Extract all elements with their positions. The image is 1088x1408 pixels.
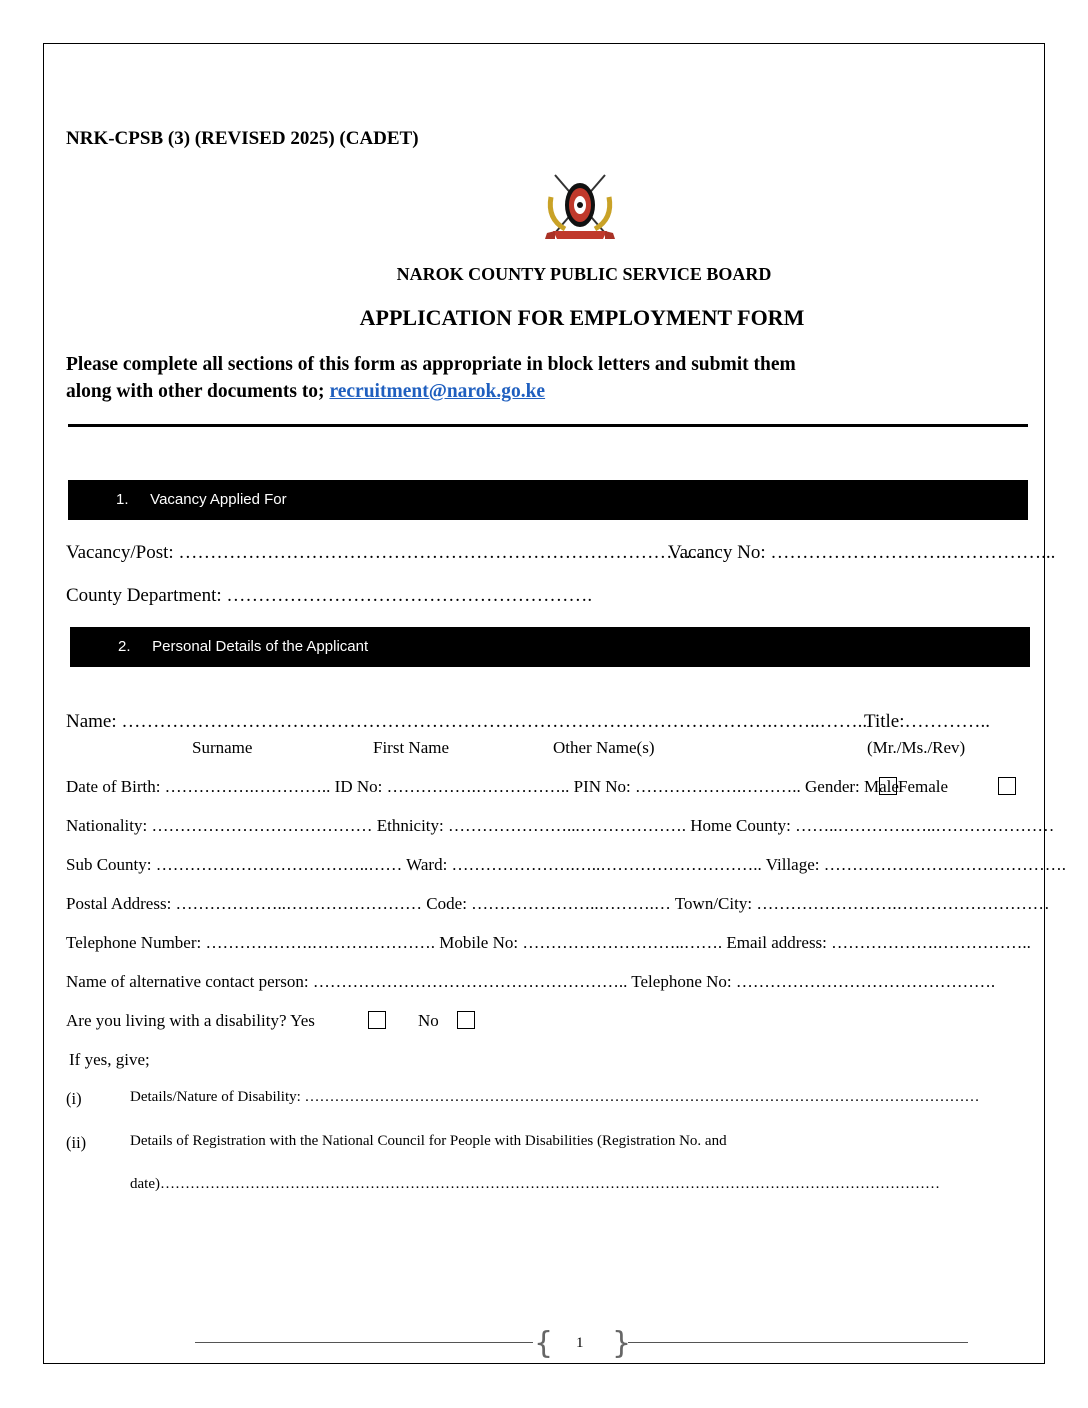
- section-2-title: Personal Details of the Applicant: [152, 638, 369, 655]
- ncpwd-registration-label: Details of Registration with the National Council for People with Disabilities (Registration No. and: [130, 1133, 727, 1149]
- alternative-contact-row[interactable]: Name of alternative contact person: ……………………………………………….. Telephone No: ……………………………………….: [66, 972, 996, 991]
- other-names-label: Other Name(s): [553, 738, 655, 757]
- item-i-number: (i): [66, 1089, 82, 1108]
- header-divider: [68, 424, 1028, 427]
- vacancy-post-field[interactable]: Vacancy/Post: ………………………………………………………………………….: [66, 542, 716, 563]
- section-2-header: [70, 627, 1030, 667]
- female-checkbox[interactable]: [998, 777, 1016, 795]
- title-options-label: (Mr./Ms./Rev): [867, 738, 966, 757]
- instructions-line-2: along with other documents to;: [66, 381, 330, 402]
- vacancy-no-field[interactable]: Vacancy No: ……………………….……………...: [668, 542, 1056, 563]
- first-name-label: First Name: [373, 738, 450, 757]
- county-coat-of-arms-logo: [537, 167, 623, 249]
- male-checkbox[interactable]: [879, 777, 897, 795]
- disability-yes-checkbox[interactable]: [368, 1011, 386, 1029]
- female-label: Female: [898, 777, 949, 796]
- nationality-row[interactable]: Nationality: ………………………………… Ethnicity: …………………...………………. Home County: ……..………….…..…………………: [66, 816, 1055, 835]
- footer-right-bracket: }: [612, 1326, 632, 1361]
- footer-line-left: [195, 1342, 533, 1343]
- item-ii-number: (ii): [66, 1133, 87, 1152]
- disability-no-checkbox[interactable]: [457, 1011, 475, 1029]
- disability-question: Are you living with a disability? Yes: [66, 1011, 315, 1030]
- postal-address-row[interactable]: Postal Address: ………………..…………………… Code: …………………..……….… Town/City: …………………….………………………: [66, 894, 1050, 913]
- name-field[interactable]: Name: ………………………………………………………………………………………….……..……..: [66, 711, 868, 732]
- form-title: APPLICATION FOR EMPLOYMENT FORM: [359, 305, 805, 330]
- if-yes-label: If yes, give;: [69, 1050, 150, 1069]
- instructions: [66, 351, 966, 405]
- county-department-field[interactable]: County Department: ………………………………………………….: [66, 585, 593, 606]
- email-link[interactable]: recruitment@narok.go.ke: [329, 381, 546, 402]
- title-field[interactable]: Title:…………..: [864, 711, 990, 732]
- telephone-row[interactable]: Telephone Number: ……………….…………………. Mobile No: ………………………..……. Email address: ……………….……………..: [66, 933, 1031, 952]
- instructions-line-1: Please complete all sections of this form as appropriate in block letters and submit them: [66, 354, 796, 375]
- disability-details-field[interactable]: Details/Nature of Disability: ………………………………………………………………………………………………………………………: [130, 1089, 980, 1105]
- section-1-number: 1.: [116, 491, 129, 508]
- section-1-title: Vacancy Applied For: [150, 491, 287, 508]
- surname-label: Surname: [192, 738, 253, 757]
- section-1-header: [68, 480, 1028, 520]
- ncpwd-registration-field[interactable]: date)…………………………………………………………………………………………………………………………………………: [130, 1176, 940, 1192]
- footer-line-right: [628, 1342, 968, 1343]
- subcounty-row[interactable]: Sub County: ………………………………..…… Ward: ………………….…..……………………….. Village: …………………………………….: [66, 855, 1066, 874]
- board-name: NAROK COUNTY PUBLIC SERVICE BOARD: [396, 264, 772, 284]
- section-2-number: 2.: [118, 638, 131, 655]
- page-number: 1: [576, 1335, 584, 1351]
- disability-no-label: No: [418, 1011, 439, 1030]
- footer-left-bracket: {: [534, 1326, 554, 1361]
- form-code: NRK-CPSB (3) (REVISED 2025) (CADET): [66, 128, 419, 149]
- dob-id-pin-gender-row[interactable]: Date of Birth: …………….………….. ID No: …………….…………….. PIN No: ……………….……….. Gender: Male: [66, 777, 899, 796]
